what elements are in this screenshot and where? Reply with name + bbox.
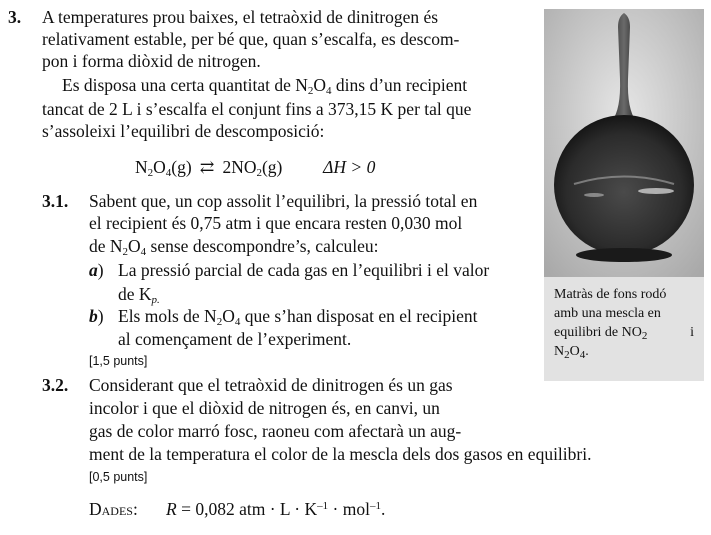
flask-photo — [544, 9, 704, 277]
points-label: [0,5 punts] — [89, 470, 148, 484]
paragraph-text: dins d’un recipient — [335, 75, 468, 95]
item-label-b: b) — [89, 306, 104, 326]
points-label: [1,5 punts] — [89, 354, 148, 368]
question-line: de $N_2O_4$ sense descompondre’s, calculeu: — [89, 236, 379, 258]
reaction-equation: $N_2O_4(g)$ ⇄ $2NO_2(g) \Delta H > 0$ — [135, 157, 376, 179]
question-line: incolor i que el diòxid de nitrogen és, en canvi, un — [89, 398, 440, 418]
paragraph-line: Es disposa una certa quantitat de $N_2O_4$ dins d’un recipient — [62, 75, 468, 97]
item-label-a: a) — [89, 260, 104, 280]
intro-line: relativament estable, per bé que, quan s’escalfa, es descom- — [42, 29, 460, 49]
item-b-line: al començament de l’experiment. — [118, 329, 352, 349]
paragraph-line: tancat de 2 L i s’escalfa el conjunt fins a 373,15 K per tal que — [42, 99, 472, 119]
question-number: 3.1. — [42, 191, 69, 211]
figure-caption: Matràs de fons rodó amb una mescla en equilibri de $NO_2$ i $N_2O_4$. — [554, 287, 694, 361]
item-a-line: La pressió parcial de cada gas en l’equilibri i el valor — [118, 260, 490, 280]
intro-line: A temperatures prou baixes, el tetraòxid de dinitrogen és — [42, 7, 439, 27]
problem-number: 3. — [8, 7, 22, 27]
question-line: Considerant que el tetraòxid de dinitrogen és un gas — [89, 375, 453, 395]
round-bottom-flask-icon — [544, 9, 704, 277]
intro-line: pon i forma diòxid de nitrogen. — [42, 51, 261, 71]
data-label: Dades: — [89, 499, 138, 519]
question-line: gas de color marró fosc, raoneu com afectarà un aug- — [89, 421, 462, 441]
question-line: el recipient és 0,75 atm i que encara resten 0,030 mol — [89, 213, 463, 233]
data-formula: R = 0,082 atm · $L \cdot K^{-1} \cdot mol^{-1}$. — [166, 499, 386, 519]
paragraph-text: Es disposa una certa quantitat de N — [62, 75, 308, 95]
equilibrium-arrows-icon: ⇄ — [199, 157, 215, 177]
item-b-line: Els mols de $N_2O_4$ que s’han disposat en el recipient — [118, 306, 478, 328]
enthalpy-condition: ΔH > 0 — [323, 157, 376, 177]
question-line: Sabent que, un cop assolit l’equilibri, la pressió total en — [89, 191, 478, 211]
item-a-line: de $K_{p.}$ — [118, 284, 160, 306]
paragraph-line: s’assoleixi l’equilibri de descomposició: — [42, 121, 325, 141]
question-line: ment de la temperatura el color de la mescla dels dos gasos en equilibri. — [89, 444, 592, 464]
figure-panel — [544, 9, 704, 381]
question-number: 3.2. — [42, 375, 69, 395]
